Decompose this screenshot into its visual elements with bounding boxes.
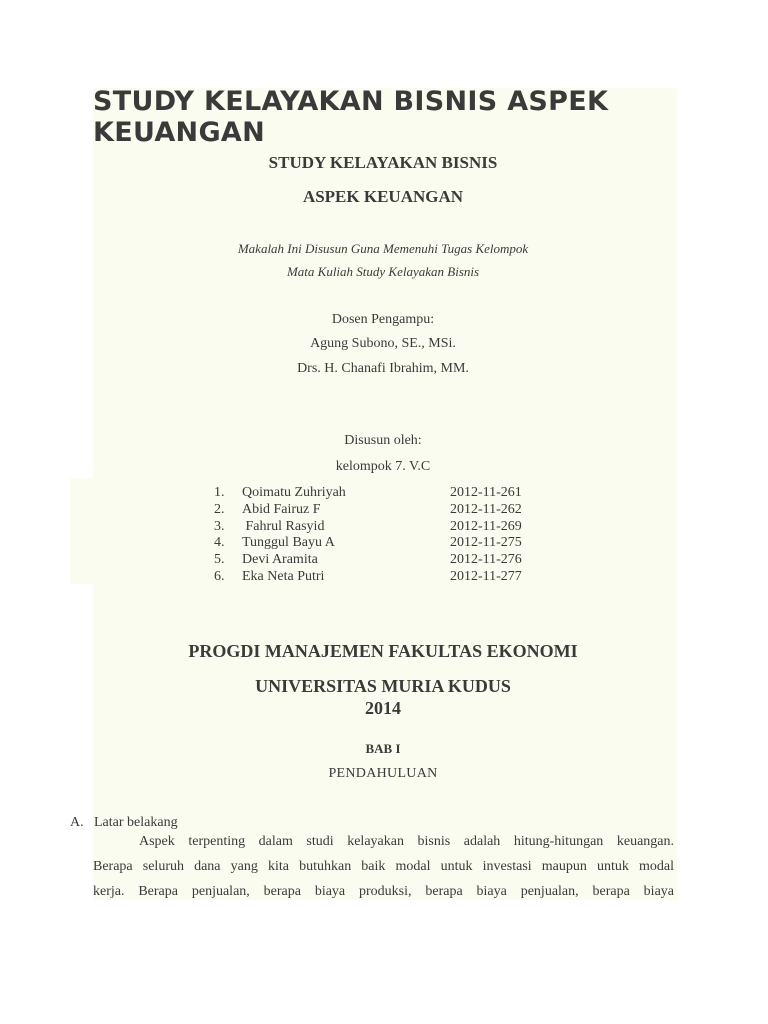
cover-subtitle-line2: Mata Kuliah Study Kelayakan Bisnis (286, 264, 480, 279)
list-item (0, 551, 768, 568)
paragraph-line: Aspek terpenting dalam studi kelayakan bisnis adalah hitung-hitungan keuangan. (139, 834, 674, 849)
member-name: Fahrul Rasyid (242, 519, 325, 534)
member-number: 6. (214, 569, 225, 584)
member-number: 1. (214, 485, 225, 500)
member-name: Devi Aramita (242, 552, 318, 567)
member-name: Abid Fairuz F (242, 502, 321, 517)
lecturer-2: Drs. H. Chanafi Ibrahim, MM. (297, 361, 469, 376)
member-number: 3. (214, 519, 225, 534)
paragraph-line: Berapa seluruh dana yang kita butuhkan baik modal untuk investasi maupun untuk modal (93, 859, 674, 874)
university-name: UNIVERSITAS MURIA KUDUS (255, 676, 511, 696)
member-nim: 2012-11-277 (450, 569, 522, 584)
cover-title-line2: ASPEK KEUANGAN (302, 187, 464, 206)
cover-title-line1: STUDY KELAYAKAN BISNIS (268, 153, 498, 172)
section-title: Latar belakang (94, 815, 178, 830)
list-item (0, 484, 768, 501)
document-heading: STUDY KELAYAKAN BISNIS ASPEK KEUANGAN (93, 86, 609, 148)
member-nim: 2012-11-261 (450, 485, 522, 500)
list-item (0, 518, 768, 535)
section-marker: A. (70, 815, 84, 830)
cover-subtitle-line1: Makalah Ini Disusun Guna Memenuhi Tugas Kelompok (237, 241, 529, 256)
cover-year: 2014 (365, 698, 401, 718)
member-nim: 2012-11-275 (450, 535, 522, 550)
member-nim: 2012-11-276 (450, 552, 522, 567)
author-label: Disusun oleh: (344, 433, 422, 448)
lecturer-label: Dosen Pengampu: (331, 312, 435, 327)
member-name: Tunggul Bayu A (242, 535, 335, 550)
member-name: Eka Neta Putri (242, 569, 325, 584)
chapter-label: BAB I (365, 741, 401, 756)
member-name: Qoimatu Zuhriyah (242, 485, 346, 500)
list-item (0, 568, 768, 585)
list-item (0, 501, 768, 518)
paragraph-line: kerja. Berapa penjualan, berapa biaya produksi, berapa biaya penjualan, berapa biaya (93, 884, 674, 899)
member-nim: 2012-11-262 (450, 502, 522, 517)
member-nim: 2012-11-269 (450, 519, 522, 534)
member-number: 4. (214, 535, 225, 550)
list-item (0, 534, 768, 551)
chapter-title: PENDAHULUAN (328, 766, 438, 781)
faculty-name: PROGDI MANAJEMEN FAKULTAS EKONOMI (188, 641, 578, 661)
lecturer-1: Agung Subono, SE., MSi. (310, 336, 456, 351)
member-number: 2. (214, 502, 225, 517)
member-number: 5. (214, 552, 225, 567)
group-label: kelompok 7. V.C (335, 459, 431, 474)
